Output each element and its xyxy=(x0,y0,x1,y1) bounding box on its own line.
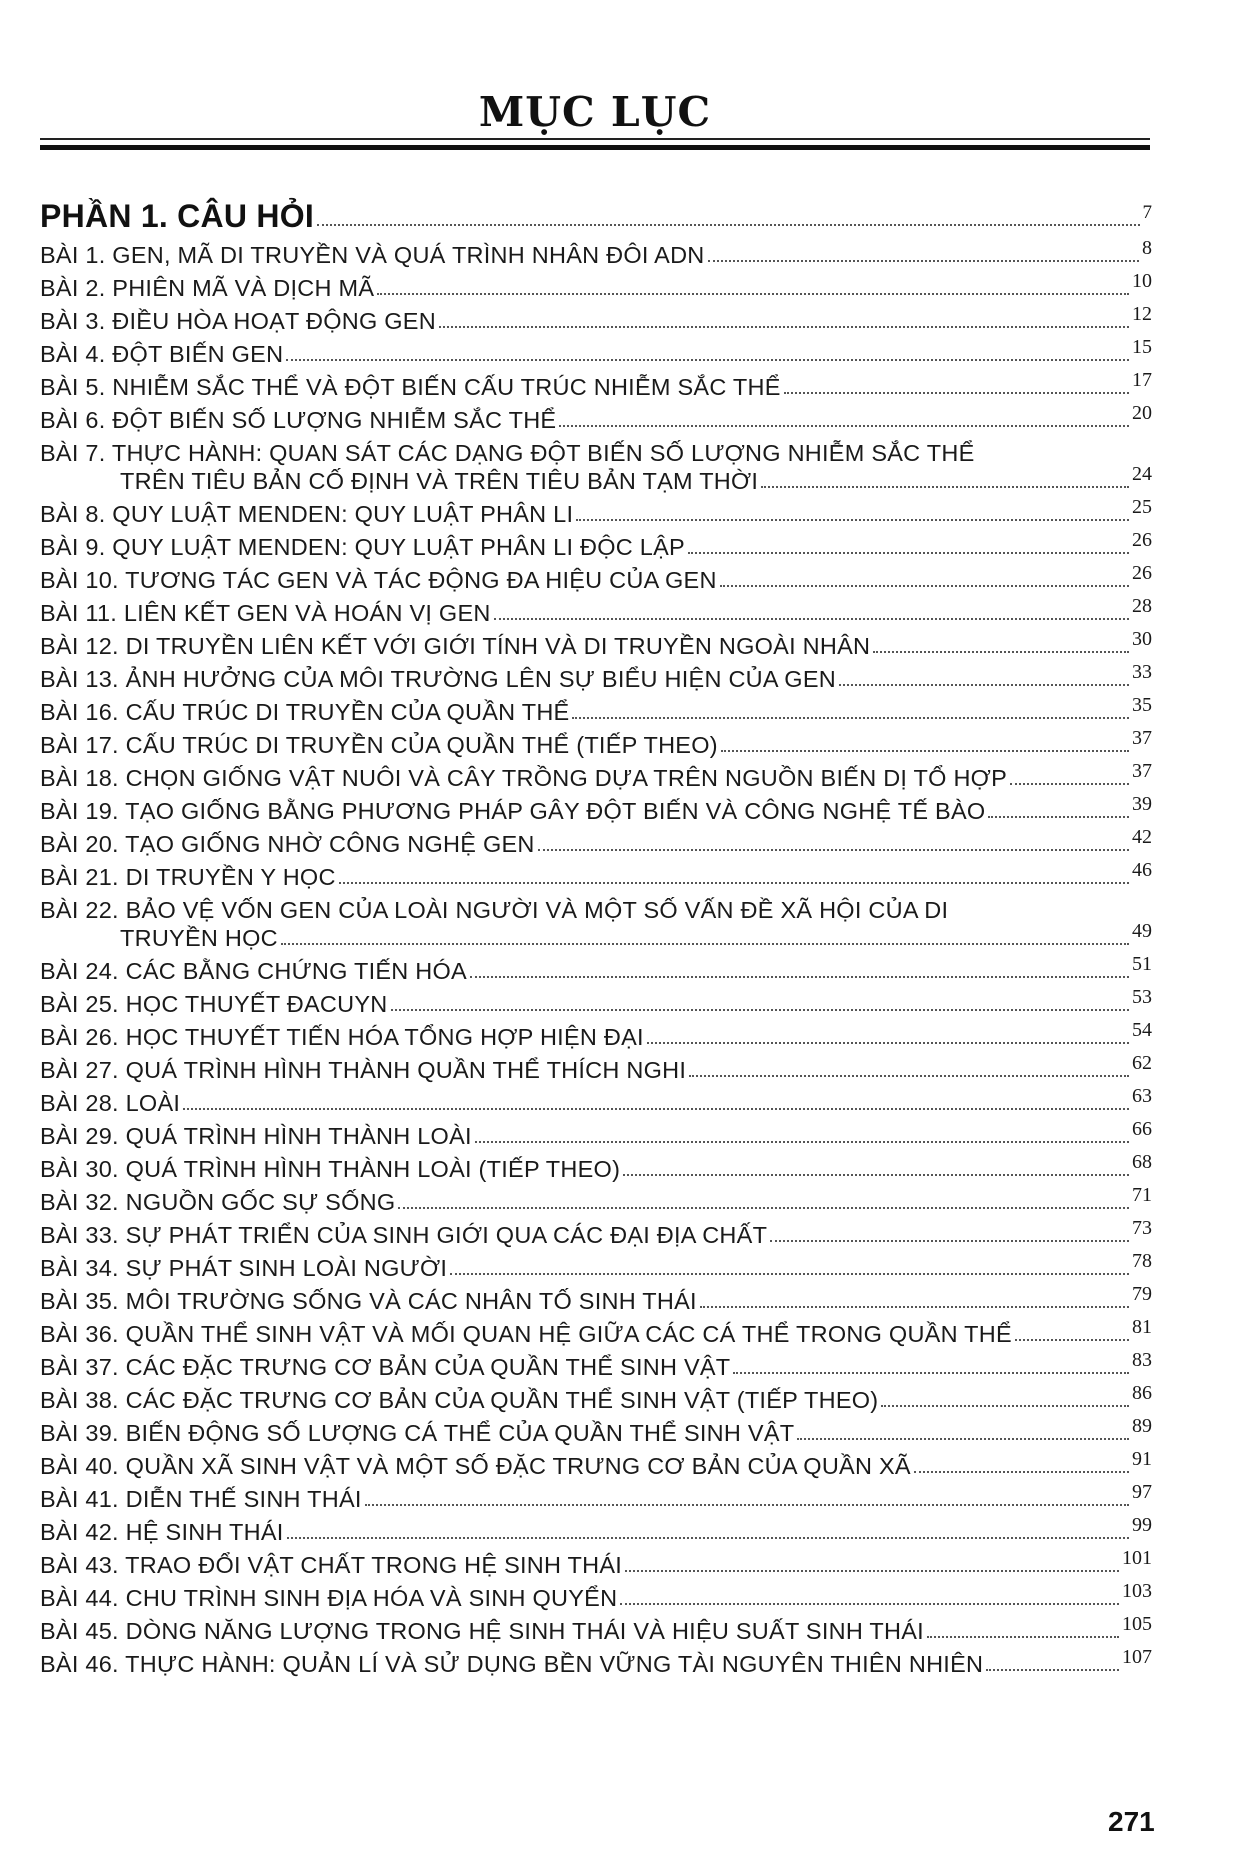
toc-entry[interactable] xyxy=(40,661,1152,699)
toc-entry-title: BÀI 5. NHIỄM SẮC THỂ VÀ ĐỘT BIẾN CẤU TRÚC NHIỄM SẮC THỂ xyxy=(40,374,781,400)
toc-entry[interactable] xyxy=(40,920,1152,958)
toc-entry-page: 99 xyxy=(1132,1514,1152,1536)
toc-entry[interactable] xyxy=(40,1184,1152,1222)
toc-entry-title-continued: TRUYỀN HỌC xyxy=(120,925,278,951)
toc-entry-list xyxy=(40,237,1152,1684)
toc-entry-title: BÀI 38. CÁC ĐẶC TRƯNG CƠ BẢN CỦA QUẦN THỂ SINH VẬT (TIẾP THEO) xyxy=(40,1387,879,1413)
toc-entry-title: BÀI 39. BIẾN ĐỘNG SỐ LƯỢNG CÁ THỂ CỦA QUẦN THỂ SINH VẬT xyxy=(40,1420,795,1446)
toc-entry-title: BÀI 30. QUÁ TRÌNH HÌNH THÀNH LOÀI (TIẾP THEO) xyxy=(40,1156,621,1182)
toc-entry-page: 81 xyxy=(1132,1316,1152,1338)
toc-entry[interactable] xyxy=(40,237,1152,275)
toc-entry[interactable] xyxy=(40,760,1152,798)
toc-entry[interactable] xyxy=(40,1052,1152,1090)
toc-entry-title: BÀI 20. TẠO GIỐNG NHỜ CÔNG NGHỆ GEN xyxy=(40,831,535,857)
dot-leader xyxy=(927,1636,1119,1638)
toc-entry-title: BÀI 34. SỰ PHÁT SINH LOÀI NGƯỜI xyxy=(40,1255,448,1281)
dot-leader xyxy=(797,1438,1129,1440)
dot-leader xyxy=(688,552,1129,554)
toc-entry-page: 68 xyxy=(1132,1151,1152,1173)
toc-entry[interactable] xyxy=(40,1613,1152,1651)
toc-entry-title: BÀI 27. QUÁ TRÌNH HÌNH THÀNH QUẦN THỂ THÍCH NGHI xyxy=(40,1057,687,1083)
dot-leader xyxy=(317,224,1140,226)
toc-entry[interactable] xyxy=(40,1316,1152,1354)
dot-leader xyxy=(623,1174,1129,1176)
toc-entry-title: BÀI 45. DÒNG NĂNG LƯỢNG TRONG HỆ SINH THÁI VÀ HIỆU SUẤT SINH THÁI xyxy=(40,1618,924,1644)
dot-leader xyxy=(620,1603,1119,1605)
toc-entry-title: BÀI 9. QUY LUẬT MENDEN: QUY LUẬT PHÂN LI ĐỘC LẬP xyxy=(40,534,685,560)
toc-entry-title: BÀI 21. DI TRUYỀN Y HỌC xyxy=(40,864,336,890)
toc-entry-title: BÀI 18. CHỌN GIỐNG VẬT NUÔI VÀ CÂY TRỒNG DỰA TRÊN NGUỒN BIẾN DỊ TỔ HỢP xyxy=(40,765,1008,791)
toc-entry-page: 28 xyxy=(1132,595,1152,617)
toc-entry[interactable] xyxy=(40,1448,1152,1486)
toc-entry[interactable] xyxy=(40,1514,1152,1552)
dot-leader xyxy=(689,1075,1129,1077)
toc-entry-page: 35 xyxy=(1132,694,1152,716)
toc-entry[interactable] xyxy=(40,1283,1152,1321)
toc-entry-page: 62 xyxy=(1132,1052,1152,1074)
toc-entry-page: 51 xyxy=(1132,953,1152,975)
dot-leader xyxy=(720,585,1129,587)
toc-entry-page: 89 xyxy=(1132,1415,1152,1437)
table-of-contents xyxy=(40,198,1152,1684)
toc-entry[interactable] xyxy=(40,1349,1152,1387)
title-rule-thick xyxy=(40,145,1150,150)
part-page: 7 xyxy=(1142,202,1152,223)
dot-leader xyxy=(281,943,1129,945)
dot-leader xyxy=(450,1273,1129,1275)
toc-entry-page: 26 xyxy=(1132,562,1152,584)
dot-leader xyxy=(576,519,1129,521)
toc-entry-title: BÀI 11. LIÊN KẾT GEN VÀ HOÁN VỊ GEN xyxy=(40,600,491,626)
toc-entry[interactable] xyxy=(40,369,1152,407)
toc-entry-page: 105 xyxy=(1122,1613,1152,1635)
toc-entry-page: 91 xyxy=(1132,1448,1152,1470)
toc-entry-page: 37 xyxy=(1132,760,1152,782)
toc-entry-title: BÀI 12. DI TRUYỀN LIÊN KẾT VỚI GIỚI TÍNH VÀ DI TRUYỀN NGOÀI NHÂN xyxy=(40,633,871,659)
toc-entry[interactable] xyxy=(40,694,1152,732)
toc-entry-page: 54 xyxy=(1132,1019,1152,1041)
dot-leader xyxy=(986,1669,1119,1671)
toc-entry-title: BÀI 37. CÁC ĐẶC TRƯNG CƠ BẢN CỦA QUẦN THỂ SINH VẬT xyxy=(40,1354,731,1380)
toc-entry[interactable] xyxy=(40,793,1152,831)
toc-entry-page: 33 xyxy=(1132,661,1152,683)
toc-entry-page: 78 xyxy=(1132,1250,1152,1272)
toc-entry-title: BÀI 35. MÔI TRƯỜNG SỐNG VÀ CÁC NHÂN TỐ SINH THÁI xyxy=(40,1288,697,1314)
toc-entry-page: 39 xyxy=(1132,793,1152,815)
dot-leader xyxy=(494,618,1129,620)
toc-entry-page: 79 xyxy=(1132,1283,1152,1305)
dot-leader xyxy=(475,1141,1129,1143)
toc-entry-page: 86 xyxy=(1132,1382,1152,1404)
toc-entry[interactable] xyxy=(40,628,1152,666)
toc-entry-title: BÀI 8. QUY LUẬT MENDEN: QUY LUẬT PHÂN LI xyxy=(40,501,574,527)
toc-entry-page: 101 xyxy=(1122,1547,1152,1569)
toc-entry-title: BÀI 46. THỰC HÀNH: QUẢN LÍ VÀ SỬ DỤNG BỀN VỮNG TÀI NGUYÊN THIÊN NHIÊN xyxy=(40,1651,984,1677)
toc-part-heading[interactable] xyxy=(40,198,1152,242)
toc-entry-title: BÀI 4. ĐỘT BIẾN GEN xyxy=(40,341,284,367)
dot-leader xyxy=(625,1570,1119,1572)
toc-entry-page: 12 xyxy=(1132,303,1152,325)
toc-entry[interactable] xyxy=(40,1415,1152,1453)
toc-entry-page: 66 xyxy=(1132,1118,1152,1140)
toc-entry-title: BÀI 13. ẢNH HƯỞNG CỦA MÔI TRƯỜNG LÊN SỰ BIỂU HIỆN CỦA GEN xyxy=(40,666,836,692)
dot-leader xyxy=(733,1372,1129,1374)
toc-entry-page: 25 xyxy=(1132,496,1152,518)
toc-entry[interactable] xyxy=(40,270,1152,308)
toc-entry-title: BÀI 28. LOÀI xyxy=(40,1090,181,1116)
toc-entry-title: BÀI 26. HỌC THUYẾT TIẾN HÓA TỔNG HỢP HIỆN ĐẠI xyxy=(40,1024,644,1050)
dot-leader xyxy=(914,1471,1129,1473)
toc-entry[interactable] xyxy=(40,1382,1152,1420)
dot-leader xyxy=(708,260,1139,262)
toc-entry-page: 17 xyxy=(1132,369,1152,391)
dot-leader xyxy=(287,1537,1129,1539)
toc-entry-title: BÀI 17. CẤU TRÚC DI TRUYỀN CỦA QUẦN THỂ (TIẾP THEO) xyxy=(40,732,718,758)
toc-entry-page: 63 xyxy=(1132,1085,1152,1107)
dot-leader xyxy=(572,717,1129,719)
dot-leader xyxy=(398,1207,1129,1209)
page-title: MỤC LỤC xyxy=(478,88,712,136)
toc-entry[interactable] xyxy=(40,1019,1152,1057)
toc-entry-page: 42 xyxy=(1132,826,1152,848)
toc-entry-page: 97 xyxy=(1132,1481,1152,1503)
toc-entry-title: BÀI 2. PHIÊN MÃ VÀ DỊCH MÃ xyxy=(40,275,375,301)
dot-leader xyxy=(559,425,1129,427)
dot-leader xyxy=(470,976,1129,978)
dot-leader xyxy=(1015,1339,1129,1341)
toc-entry[interactable] xyxy=(40,1151,1152,1189)
toc-entry-title: BÀI 22. BẢO VỆ VỐN GEN CỦA LOÀI NGƯỜI VÀ MỘT SỐ VẤN ĐỀ XÃ HỘI CỦA DI xyxy=(40,897,949,923)
toc-entry-page: 49 xyxy=(1132,920,1152,942)
toc-entry[interactable] xyxy=(40,826,1152,864)
dot-leader xyxy=(770,1240,1129,1242)
toc-entry-title: BÀI 24. CÁC BẰNG CHỨNG TIẾN HÓA xyxy=(40,958,467,984)
toc-entry-title-continued: TRÊN TIÊU BẢN CỐ ĐỊNH VÀ TRÊN TIÊU BẢN TẠM THỜI xyxy=(120,468,759,494)
toc-entry[interactable] xyxy=(40,463,1152,501)
toc-entry-page: 53 xyxy=(1132,986,1152,1008)
toc-entry-page: 103 xyxy=(1122,1580,1152,1602)
dot-leader xyxy=(873,651,1129,653)
dot-leader xyxy=(700,1306,1129,1308)
toc-entry-title: BÀI 29. QUÁ TRÌNH HÌNH THÀNH LOÀI xyxy=(40,1123,472,1149)
dot-leader xyxy=(988,816,1129,818)
page-number: 271 xyxy=(1108,1806,1155,1837)
toc-entry-title: BÀI 6. ĐỘT BIẾN SỐ LƯỢNG NHIỄM SẮC THỂ xyxy=(40,407,557,433)
part-label: PHẦN 1. CÂU HỎI xyxy=(40,198,314,234)
dot-leader xyxy=(286,359,1129,361)
title-rule-thin xyxy=(40,138,1150,140)
toc-entry-page: 73 xyxy=(1132,1217,1152,1239)
toc-entry[interactable] xyxy=(40,727,1152,765)
toc-entry[interactable] xyxy=(40,496,1152,534)
toc-entry-title: BÀI 33. SỰ PHÁT TRIỂN CỦA SINH GIỚI QUA CÁC ĐẠI ĐỊA CHẤT xyxy=(40,1222,768,1248)
toc-entry[interactable] xyxy=(40,336,1152,374)
toc-entry[interactable] xyxy=(40,1580,1152,1618)
toc-entry-title: BÀI 41. DIỄN THẾ SINH THÁI xyxy=(40,1486,362,1512)
toc-entry[interactable] xyxy=(40,595,1152,633)
dot-leader xyxy=(761,486,1129,488)
toc-entry-page: 30 xyxy=(1132,628,1152,650)
toc-entry-title: BÀI 16. CẤU TRÚC DI TRUYỀN CỦA QUẦN THỂ xyxy=(40,699,570,725)
dot-leader xyxy=(1010,783,1129,785)
toc-entry-title: BÀI 40. QUẦN XÃ SINH VẬT VÀ MỘT SỐ ĐẶC TRƯNG CƠ BẢN CỦA QUẦN XÃ xyxy=(40,1453,911,1479)
toc-entry[interactable] xyxy=(40,1118,1152,1156)
toc-entry[interactable] xyxy=(40,1217,1152,1255)
toc-entry[interactable] xyxy=(40,1481,1152,1519)
toc-entry[interactable] xyxy=(40,1250,1152,1288)
dot-leader xyxy=(339,882,1129,884)
toc-entry[interactable] xyxy=(40,859,1152,897)
dot-leader xyxy=(439,326,1129,328)
toc-entry-title: BÀI 19. TẠO GIỐNG BẰNG PHƯƠNG PHÁP GÂY ĐỘT BIẾN VÀ CÔNG NGHỆ TẾ BÀO xyxy=(40,798,986,824)
toc-entry-page: 107 xyxy=(1122,1646,1152,1668)
toc-entry[interactable] xyxy=(40,303,1152,341)
dot-leader xyxy=(183,1108,1129,1110)
dot-leader xyxy=(784,392,1129,394)
toc-entry-page: 8 xyxy=(1142,237,1152,259)
dot-leader xyxy=(391,1009,1129,1011)
toc-entry-title: BÀI 44. CHU TRÌNH SINH ĐỊA HÓA VÀ SINH QUYỂN xyxy=(40,1585,618,1611)
dot-leader xyxy=(647,1042,1129,1044)
toc-entry[interactable] xyxy=(40,1547,1152,1585)
toc-entry-title: BÀI 43. TRAO ĐỔI VẬT CHẤT TRONG HỆ SINH THÁI xyxy=(40,1552,623,1578)
dot-leader xyxy=(365,1504,1129,1506)
toc-entry-title: BÀI 36. QUẦN THỂ SINH VẬT VÀ MỐI QUAN HỆ GIỮA CÁC CÁ THỂ TRONG QUẦN THỂ xyxy=(40,1321,1012,1347)
toc-entry-page: 24 xyxy=(1132,463,1152,485)
toc-entry-page: 46 xyxy=(1132,859,1152,881)
toc-entry-title: BÀI 32. NGUỒN GỐC SỰ SỐNG xyxy=(40,1189,396,1215)
toc-entry[interactable] xyxy=(40,562,1152,600)
toc-entry-page: 37 xyxy=(1132,727,1152,749)
toc-entry-page: 10 xyxy=(1132,270,1152,292)
toc-entry-title: BÀI 10. TƯƠNG TÁC GEN VÀ TÁC ĐỘNG ĐA HIỆU CỦA GEN xyxy=(40,567,717,593)
toc-entry-title: BÀI 42. HỆ SINH THÁI xyxy=(40,1519,284,1545)
toc-entry[interactable] xyxy=(40,1085,1152,1123)
toc-entry[interactable] xyxy=(40,529,1152,567)
toc-entry-page: 26 xyxy=(1132,529,1152,551)
toc-entry[interactable] xyxy=(40,986,1152,1024)
toc-entry-title: BÀI 1. GEN, MÃ DI TRUYỀN VÀ QUÁ TRÌNH NHÂN ĐÔI ADN xyxy=(40,242,705,268)
dot-leader xyxy=(721,750,1129,752)
toc-entry-page: 71 xyxy=(1132,1184,1152,1206)
toc-entry[interactable] xyxy=(40,1646,1152,1684)
dot-leader xyxy=(839,684,1129,686)
dot-leader xyxy=(881,1405,1129,1407)
toc-entry[interactable] xyxy=(40,953,1152,991)
toc-entry-page: 15 xyxy=(1132,336,1152,358)
toc-entry-page: 83 xyxy=(1132,1349,1152,1371)
toc-entry-title: BÀI 7. THỰC HÀNH: QUAN SÁT CÁC DẠNG ĐỘT BIẾN SỐ LƯỢNG NHIỄM SẮC THỂ xyxy=(40,440,975,466)
dot-leader xyxy=(538,849,1129,851)
toc-entry-title: BÀI 25. HỌC THUYẾT ĐACUYN xyxy=(40,991,388,1017)
toc-entry-page: 20 xyxy=(1132,402,1152,424)
toc-entry[interactable] xyxy=(40,402,1152,440)
dot-leader xyxy=(377,293,1129,295)
toc-entry-title: BÀI 3. ĐIỀU HÒA HOẠT ĐỘNG GEN xyxy=(40,308,436,334)
